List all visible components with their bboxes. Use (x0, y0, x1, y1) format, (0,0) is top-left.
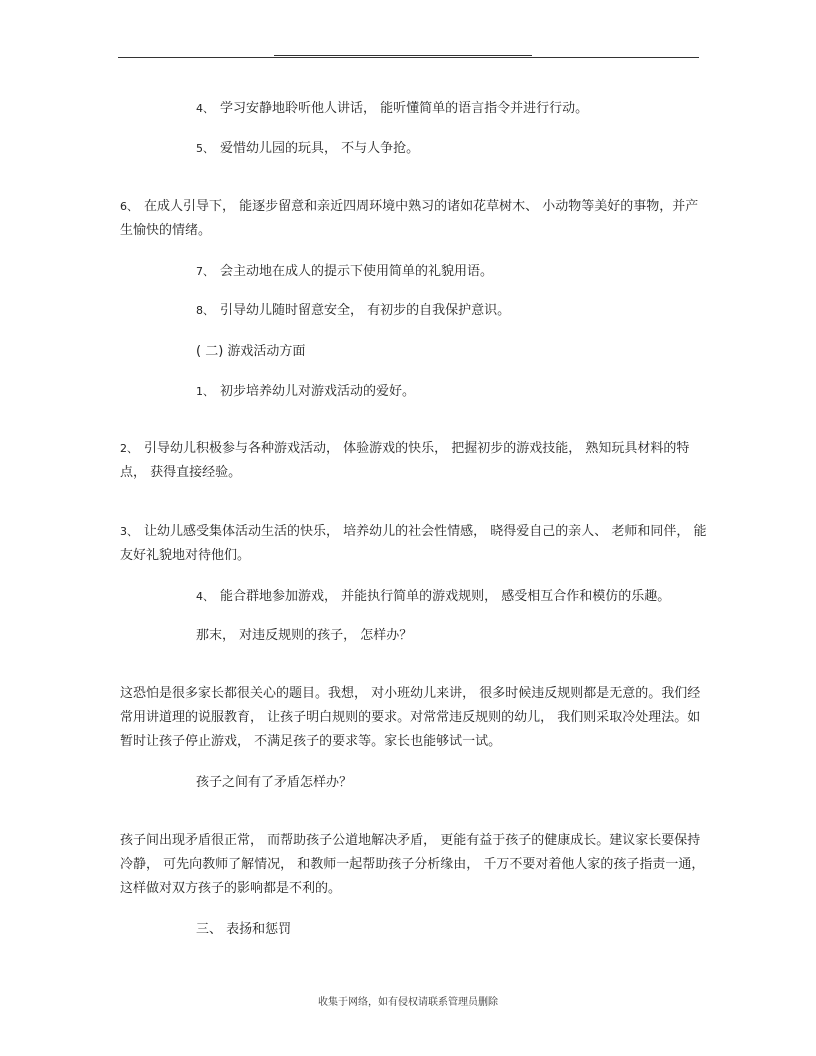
paragraph: 这恐怕是很多家长都很关心的题目。我想， 对小班幼儿来讲， 很多时候违反规则都是无意的。我们经常用讲道理的说服教育， 让孩子明白规则的要求。对常常违反规则的幼儿， 我们则采取冷处理法。如暂时让孩子停止游戏， 不满足孩子的要求等。家长也能够试一试。 (120, 686, 701, 749)
question-heading: 那末， 对违反规则的孩子， 怎样办？ (196, 628, 413, 643)
list-item: 4、 能合群地参加游戏， 并能执行简单的游戏规则， 感受相互合作和模仿的乐趣。 (196, 589, 671, 604)
question-heading: 孩子之间有了矛盾怎样办？ (196, 775, 353, 790)
header-rule-short (274, 55, 532, 56)
list-item: 5、 爱惜幼儿园的玩具， 不与人争抢。 (196, 141, 420, 156)
list-item: 8、 引导幼儿随时留意安全， 有初步的自我保护意识。 (196, 303, 511, 318)
list-item: 6、 在成人引导下， 能逐步留意和亲近四周环境中熟习的诸如花草树木、 小动物等美好的事物，并产生愉快的情绪。 (120, 199, 699, 238)
header-rule (118, 57, 699, 58)
section-heading-rewards: 三、 表扬和惩罚 (196, 922, 292, 937)
list-item: 1、 初步培养幼儿对游戏活动的爱好。 (196, 384, 416, 399)
footer-note: 收集于网络，如有侵权请联系管理员删除 (318, 997, 498, 1008)
list-item: 2、 引导幼儿积极参与各种游戏活动， 体验游戏的快乐， 把握初步的游戏技能， 熟知玩具材料的特点， 获得直接经验。 (120, 441, 690, 480)
section-heading-games: ( 二) 游戏活动方面 (196, 344, 306, 359)
paragraph: 孩子间出现矛盾很正常， 而帮助孩子公道地解决矛盾， 更能有益于孩子的健康成长。建议家长要保持冷静， 可先向教师了解情况， 和教师一起帮助孩子分析缘由， 千万不要对着他人家的孩子指责一通， 这样做对双方孩子的影响都是不利的。 (120, 833, 705, 896)
list-item: 4、 学习安静地聆听他人讲话， 能听懂简单的语言指令并进行行动。 (196, 101, 589, 116)
list-item: 3、 让幼儿感受集体活动生活的快乐， 培养幼儿的社会性情感， 晓得爱自己的亲人、 老师和同伴， 能友好礼貌地对待他们。 (120, 524, 707, 563)
list-item: 7、 会主动地在成人的提示下使用简单的礼貌用语。 (196, 264, 494, 279)
